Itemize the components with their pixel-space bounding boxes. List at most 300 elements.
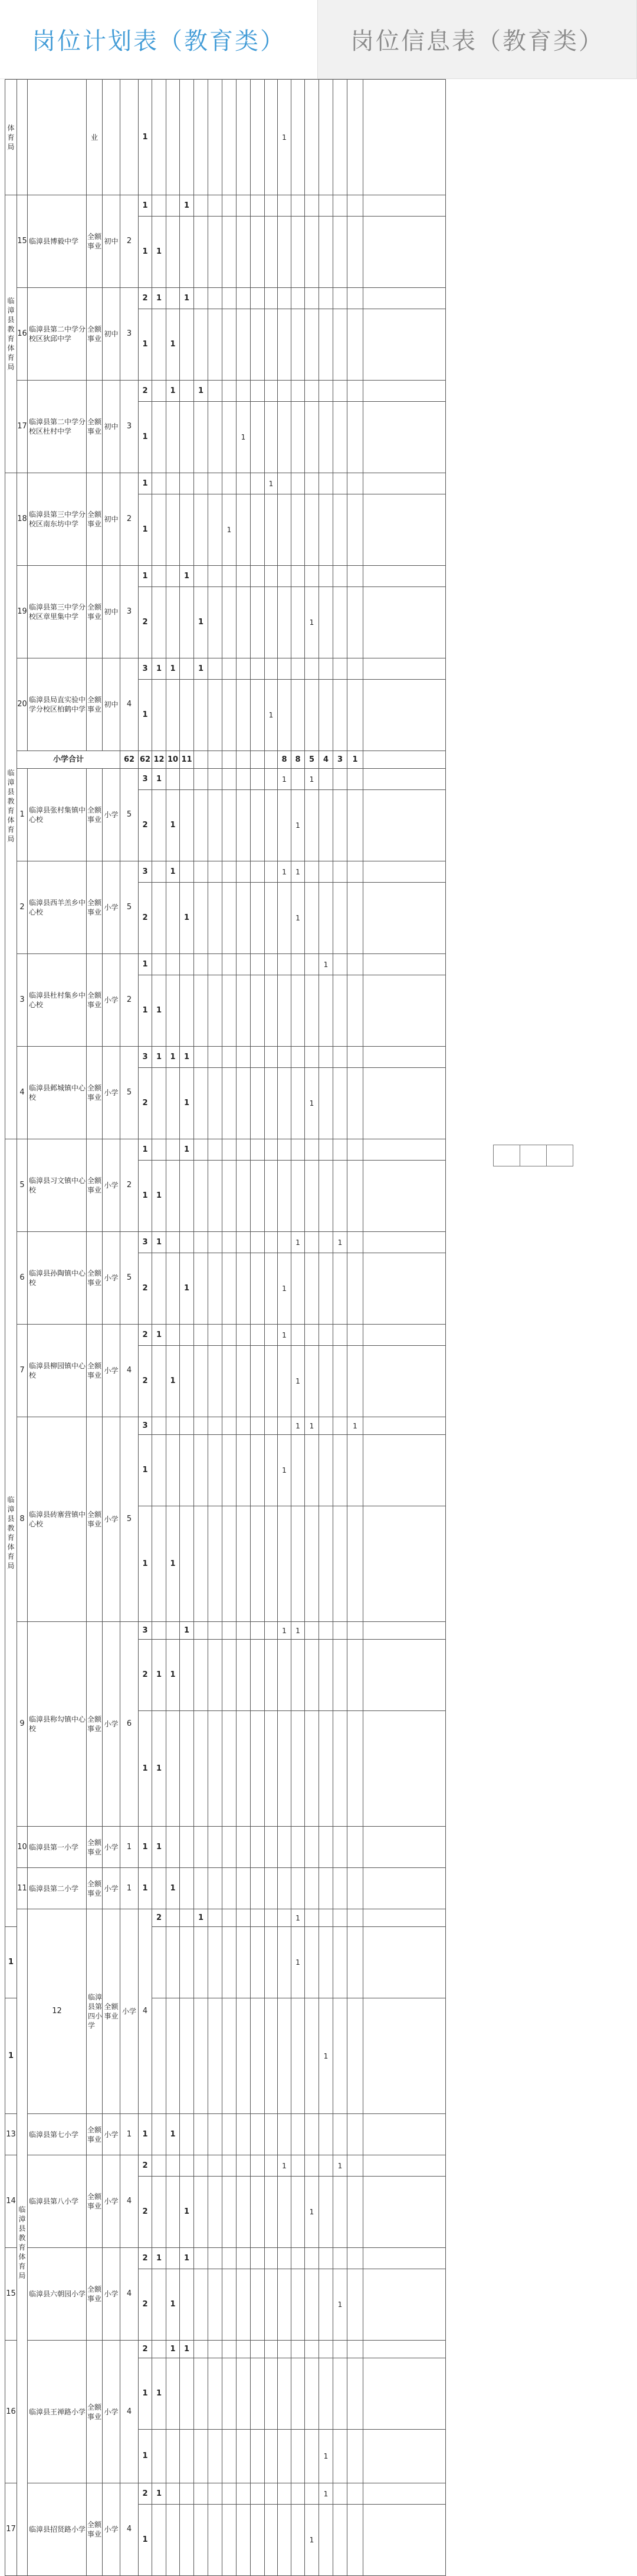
subject-count: 1 [180, 566, 194, 587]
school-total: 4 [120, 2248, 139, 2341]
empty-cell [291, 1253, 305, 1325]
empty-cell [265, 769, 278, 790]
subject-count: 1 [291, 883, 305, 954]
empty-cell [152, 883, 166, 954]
table-row [5, 2483, 446, 2505]
fund-type: 全额事业 [87, 1325, 103, 1417]
empty-cell [194, 309, 208, 381]
subject-count: 1 [333, 2155, 347, 2177]
school-level: 小学 [103, 861, 120, 954]
subject-count: 1 [278, 80, 291, 195]
empty-cell [265, 861, 278, 883]
empty-cell [222, 80, 237, 195]
empty-cell [166, 587, 180, 658]
empty-cell [333, 1047, 347, 1068]
empty-cell [152, 309, 166, 381]
tab-bar [0, 0, 637, 79]
empty-cell [180, 473, 194, 494]
empty-cell [222, 1711, 237, 1827]
empty-cell [265, 1417, 278, 1435]
school-number: 15 [5, 2248, 17, 2341]
empty-cell [237, 288, 251, 309]
position-count: 3 [139, 1622, 152, 1640]
empty-cell [347, 883, 363, 954]
empty-cell [265, 2430, 278, 2483]
school-number [17, 80, 28, 195]
position-count: 3 [139, 861, 152, 883]
subject-count: 1 [180, 195, 194, 217]
empty-cell [152, 2269, 166, 2341]
subject-count: 1 [180, 1622, 194, 1640]
school-total: 3 [120, 381, 139, 473]
empty-cell [319, 2177, 333, 2248]
fund-type: 全额事业 [87, 954, 103, 1047]
position-count: 2 [139, 2269, 152, 2341]
subject-count: 1 [305, 2177, 319, 2248]
empty-cell [265, 1711, 278, 1827]
empty-cell [278, 381, 291, 402]
empty-cell [251, 402, 265, 473]
empty-cell [363, 2341, 446, 2358]
empty-cell [180, 2269, 194, 2341]
empty-cell [278, 566, 291, 587]
fund-type: 全额事业 [87, 566, 103, 658]
empty-cell [251, 680, 265, 751]
empty-cell [265, 883, 278, 954]
school-number: 11 [17, 1868, 28, 1909]
subject-count: 1 [194, 381, 208, 402]
empty-cell [319, 1161, 333, 1232]
position-count: 1 [139, 1139, 152, 1161]
empty-cell [305, 954, 319, 975]
empty-cell [363, 1325, 446, 1346]
empty-cell [291, 473, 305, 494]
empty-cell [265, 195, 278, 217]
empty-cell [265, 1139, 278, 1161]
school-name: 临漳县孙陶镇中心校 [28, 1232, 87, 1325]
empty-cell [347, 975, 363, 1047]
school-total: 2 [120, 195, 139, 288]
empty-cell [305, 1640, 319, 1711]
school-total: 1 [120, 1827, 139, 1868]
school-name: 临漳县第三中学分校区南东坊中学 [28, 473, 87, 566]
empty-cell [180, 1232, 194, 1253]
empty-cell [208, 975, 222, 1047]
school-level: 小学 [103, 769, 120, 861]
empty-cell [152, 1622, 166, 1640]
empty-cell [278, 2269, 291, 2341]
empty-cell [547, 1145, 573, 1166]
empty-cell [237, 751, 251, 769]
empty-cell [251, 861, 265, 883]
empty-cell [333, 1139, 347, 1161]
empty-cell [319, 1139, 333, 1161]
empty-cell [319, 2248, 333, 2269]
empty-cell [278, 1868, 291, 1909]
empty-cell [166, 1622, 180, 1640]
empty-cell [347, 402, 363, 473]
subject-count: 1 [152, 2248, 166, 2269]
table-row [5, 566, 446, 587]
table-row [5, 1417, 446, 1435]
empty-cell [319, 790, 333, 861]
empty-cell [333, 790, 347, 861]
empty-cell [291, 2269, 305, 2341]
empty-cell [363, 769, 446, 790]
empty-cell [291, 566, 305, 587]
empty-cell [251, 2155, 265, 2177]
empty-cell [166, 975, 180, 1047]
empty-cell [194, 2341, 208, 2358]
empty-cell [237, 1325, 251, 1346]
empty-cell [363, 1139, 446, 1161]
subject-count: 1 [319, 954, 333, 975]
school-level: 初中 [103, 473, 120, 566]
empty-cell [265, 658, 278, 680]
empty-cell [251, 566, 265, 587]
empty-cell [347, 195, 363, 217]
school-name: 临漳县招贤路小学 [28, 2483, 87, 2576]
empty-cell [319, 883, 333, 954]
empty-cell [251, 288, 265, 309]
empty-cell [305, 473, 319, 494]
empty-cell [333, 2358, 347, 2430]
empty-cell [265, 1506, 278, 1622]
empty-cell [237, 2483, 251, 2505]
empty-cell [237, 1068, 251, 1139]
school-name: 临漳县称勾镇中心校 [28, 1622, 87, 1827]
summary-value: 11 [180, 751, 194, 769]
empty-cell [194, 566, 208, 587]
empty-cell [347, 1827, 363, 1868]
empty-cell [180, 769, 194, 790]
empty-cell [251, 1253, 265, 1325]
position-count: 3 [139, 658, 152, 680]
fund-type: 全额事业 [87, 1139, 103, 1232]
empty-cell [305, 2483, 319, 2505]
empty-cell [166, 2248, 180, 2269]
empty-cell [251, 2483, 265, 2505]
empty-cell [222, 883, 237, 954]
subject-count: 1 [166, 309, 180, 381]
empty-cell [305, 861, 319, 883]
subject-count: 1 [278, 861, 291, 883]
empty-cell [152, 587, 166, 658]
subject-count: 1 [180, 1068, 194, 1139]
empty-cell [291, 1711, 305, 1827]
empty-cell [291, 658, 305, 680]
empty-cell [291, 2358, 305, 2430]
empty-cell [265, 2114, 278, 2155]
empty-cell [265, 2269, 278, 2341]
empty-cell [265, 1622, 278, 1640]
subject-count: 1 [166, 1506, 180, 1622]
empty-cell [278, 2114, 291, 2155]
empty-cell [180, 494, 194, 566]
empty-cell [222, 658, 237, 680]
empty-cell [194, 1139, 208, 1161]
empty-cell [166, 883, 180, 954]
empty-cell [305, 1998, 319, 2114]
empty-cell [222, 1927, 237, 1998]
school-total: 1 [120, 2114, 139, 2155]
empty-cell [180, 790, 194, 861]
school-level: 小学 [103, 2341, 120, 2483]
empty-cell [291, 381, 305, 402]
empty-cell [319, 658, 333, 680]
empty-cell [237, 1506, 251, 1622]
empty-cell [152, 381, 166, 402]
empty-cell [237, 1232, 251, 1253]
empty-cell [319, 2341, 333, 2358]
empty-cell [194, 1998, 208, 2114]
empty-cell [180, 1435, 194, 1506]
empty-cell [166, 2483, 180, 2505]
empty-cell [363, 1998, 446, 2114]
fund-type: 业 [87, 80, 103, 195]
empty-cell [319, 769, 333, 790]
table-row [5, 1827, 446, 1868]
empty-cell [291, 195, 305, 217]
empty-cell [347, 288, 363, 309]
empty-cell [152, 195, 166, 217]
empty-cell [251, 1827, 265, 1868]
empty-cell [180, 309, 194, 381]
table-row [5, 1232, 446, 1253]
empty-cell [305, 566, 319, 587]
empty-cell [152, 566, 166, 587]
empty-cell [265, 1346, 278, 1417]
position-count: 1 [139, 2358, 152, 2430]
empty-cell [305, 1909, 319, 1927]
empty-cell [291, 2114, 305, 2155]
empty-cell [251, 80, 265, 195]
empty-cell [208, 2177, 222, 2248]
subject-count: 1 [166, 1640, 180, 1711]
empty-cell [319, 1325, 333, 1346]
position-plan-sheet [0, 79, 637, 2544]
school-level: 小学 [103, 954, 120, 1047]
school-number: 8 [17, 1417, 28, 1622]
subject-count: 1 [291, 790, 305, 861]
empty-cell [333, 1640, 347, 1711]
empty-cell [291, 2430, 305, 2483]
empty-cell [194, 1711, 208, 1827]
empty-cell [208, 217, 222, 288]
empty-cell [194, 1161, 208, 1232]
empty-cell [278, 1998, 291, 2114]
sheet-extra-cells [493, 1145, 573, 1166]
fund-type: 全额事业 [87, 473, 103, 566]
empty-cell [222, 1868, 237, 1909]
school-name: 临漳县习文镇中心校 [28, 1139, 87, 1232]
empty-cell [251, 2269, 265, 2341]
school-total: 3 [120, 566, 139, 658]
empty-cell [305, 2341, 319, 2358]
empty-cell [278, 2483, 291, 2505]
empty-cell [363, 381, 446, 402]
empty-cell [166, 1161, 180, 1232]
empty-cell [194, 494, 208, 566]
empty-cell [237, 494, 251, 566]
empty-cell [251, 1927, 265, 1998]
subject-count: 1 [152, 1711, 166, 1827]
empty-cell [208, 790, 222, 861]
empty-cell [208, 1998, 222, 2114]
empty-cell [237, 975, 251, 1047]
empty-cell [319, 680, 333, 751]
empty-cell [319, 1711, 333, 1827]
empty-cell [363, 566, 446, 587]
empty-cell [278, 402, 291, 473]
empty-cell [222, 1232, 237, 1253]
empty-cell [363, 402, 446, 473]
school-number: 4 [17, 1047, 28, 1139]
subject-count: 1 [319, 2483, 333, 2505]
empty-cell [363, 1640, 446, 1711]
empty-cell [208, 2483, 222, 2505]
empty-cell [278, 1417, 291, 1435]
school-name: 临漳县第二中学分校区杜村中学 [28, 381, 87, 473]
subject-count: 1 [152, 2358, 166, 2430]
empty-cell [347, 790, 363, 861]
subject-count: 1 [278, 1253, 291, 1325]
empty-cell [265, 751, 278, 769]
empty-cell [305, 2155, 319, 2177]
empty-cell [208, 1253, 222, 1325]
empty-cell [237, 1253, 251, 1325]
empty-cell [166, 1232, 180, 1253]
empty-cell [291, 1506, 305, 1622]
empty-cell [333, 1253, 347, 1325]
empty-cell [363, 1927, 446, 1998]
empty-cell [265, 1927, 278, 1998]
empty-cell [180, 1711, 194, 1827]
school-number: 20 [17, 658, 28, 751]
empty-cell [152, 473, 166, 494]
position-count: 2 [139, 790, 152, 861]
empty-cell [251, 790, 265, 861]
empty-cell [152, 80, 166, 195]
empty-cell [278, 2358, 291, 2430]
empty-cell [265, 2358, 278, 2430]
table-row [5, 2155, 446, 2177]
empty-cell [251, 1325, 265, 1346]
empty-cell [166, 402, 180, 473]
empty-cell [166, 195, 180, 217]
school-name: 临漳县柳园镇中心校 [28, 1325, 87, 1417]
empty-cell [166, 1253, 180, 1325]
empty-cell [278, 2248, 291, 2269]
subject-count: 1 [278, 1622, 291, 1640]
empty-cell [278, 2430, 291, 2483]
empty-cell [208, 1711, 222, 1827]
empty-cell [180, 658, 194, 680]
position-count: 2 [139, 2248, 152, 2269]
school-total: 5 [120, 1047, 139, 1139]
tab-info[interactable]: 岗位信息表（教育类） [317, 0, 637, 79]
empty-cell [278, 473, 291, 494]
empty-cell [291, 2155, 305, 2177]
subject-count: 1 [291, 1909, 305, 1927]
empty-cell [333, 402, 347, 473]
empty-cell [180, 2358, 194, 2430]
position-count: 1 [139, 195, 152, 217]
position-count: 1 [139, 680, 152, 751]
empty-cell [208, 680, 222, 751]
subject-count: 1 [180, 1047, 194, 1068]
empty-cell [347, 954, 363, 975]
school-name: 临漳县西羊羔乡中心校 [28, 861, 87, 954]
empty-cell [347, 494, 363, 566]
empty-cell [520, 1145, 547, 1166]
empty-cell [363, 1506, 446, 1622]
school-name: 临漳县第七小学 [28, 2114, 87, 2155]
empty-cell [208, 2155, 222, 2177]
empty-cell [166, 494, 180, 566]
subject-count: 1 [166, 2341, 180, 2358]
empty-cell [363, 217, 446, 288]
empty-cell [305, 217, 319, 288]
fund-type: 全额事业 [87, 1417, 103, 1622]
empty-cell [237, 658, 251, 680]
empty-cell [319, 494, 333, 566]
school-name [28, 80, 87, 195]
empty-cell [333, 1827, 347, 1868]
empty-cell [363, 1711, 446, 1827]
school-name: 临漳县局直实验中学分校区柏鹤中学 [28, 658, 87, 751]
empty-cell [319, 381, 333, 402]
empty-cell [251, 2177, 265, 2248]
tab-plan[interactable]: 岗位计划表（教育类） [0, 0, 317, 79]
empty-cell [152, 2177, 166, 2248]
position-count: 2 [139, 288, 152, 309]
empty-cell [251, 751, 265, 769]
school-name: 临漳县第四小学 [87, 1909, 103, 2114]
subject-count: 1 [347, 1417, 363, 1435]
empty-cell [265, 790, 278, 861]
empty-cell [319, 587, 333, 658]
table-row [5, 1622, 446, 1640]
summary-value: 62 [139, 751, 152, 769]
empty-cell [333, 975, 347, 1047]
empty-cell [265, 1047, 278, 1068]
empty-cell [347, 1909, 363, 1927]
school-number: 2 [17, 861, 28, 954]
empty-cell [333, 1346, 347, 1417]
empty-cell [194, 2177, 208, 2248]
empty-cell [319, 1622, 333, 1640]
empty-cell [291, 288, 305, 309]
empty-cell [180, 975, 194, 1047]
empty-cell [333, 1927, 347, 1998]
agency-cell: 临漳县教育体育局 [17, 1909, 28, 2576]
empty-cell [237, 790, 251, 861]
empty-cell [265, 2505, 278, 2576]
empty-cell [237, 2177, 251, 2248]
subject-count: 1 [305, 587, 319, 658]
empty-cell [319, 861, 333, 883]
table-row [5, 1047, 446, 1068]
empty-cell [333, 2114, 347, 2155]
fund-type: 全额事业 [87, 2114, 103, 2155]
empty-cell [237, 309, 251, 381]
empty-cell [180, 954, 194, 975]
subject-count: 1 [194, 1909, 208, 1927]
school-number: 17 [5, 2483, 17, 2576]
empty-cell [305, 402, 319, 473]
empty-cell [319, 1909, 333, 1927]
